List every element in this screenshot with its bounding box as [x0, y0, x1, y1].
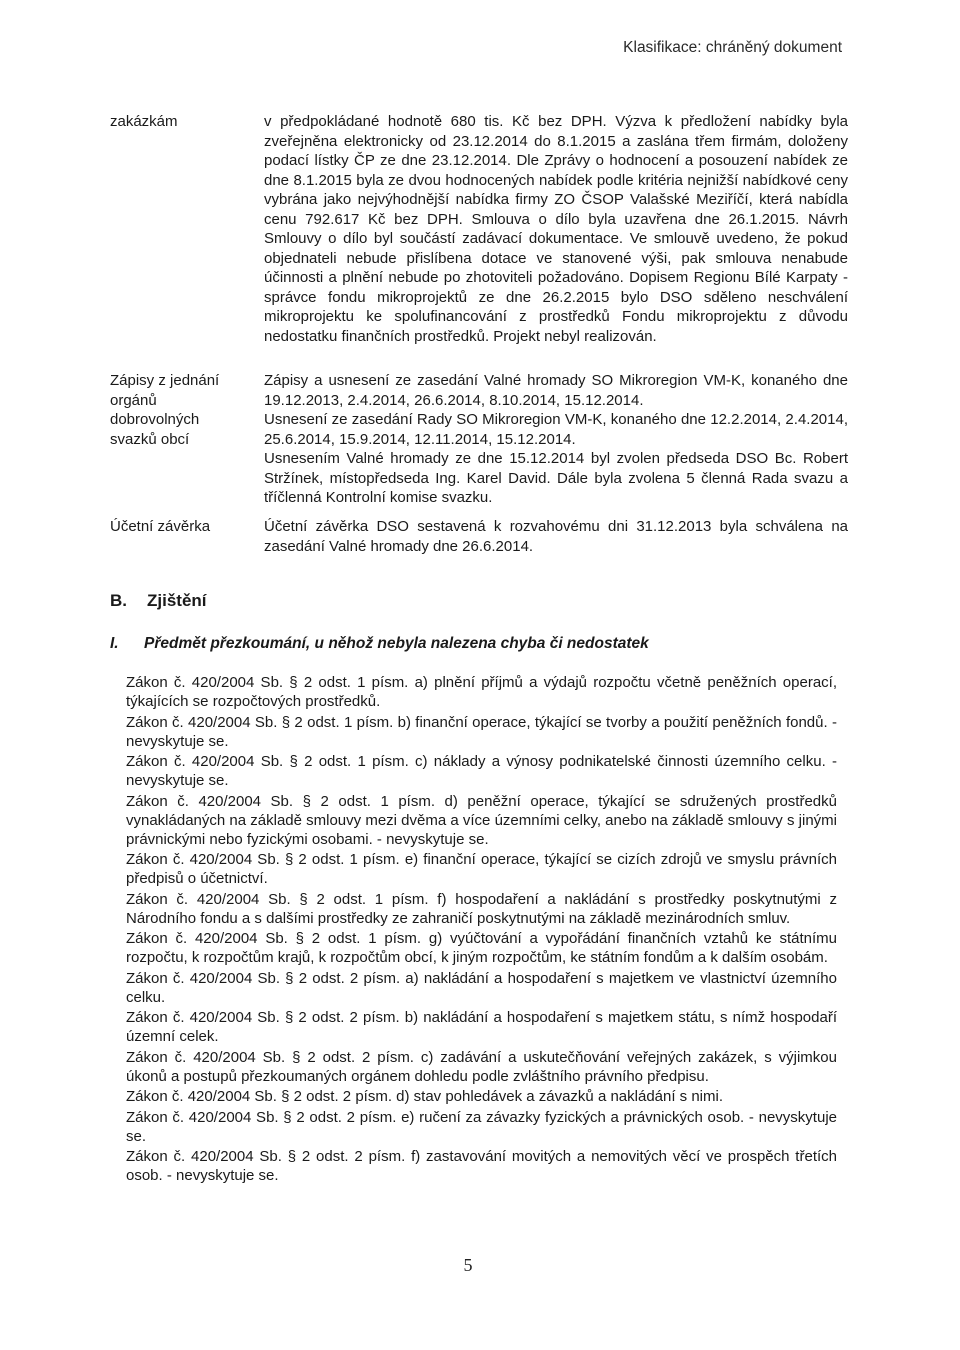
row-paragraph: Zápisy a usnesení ze zasedání Valné hromady SO Mikroregion VM-K, konaného dne 19.12.2013, 2.4.2014, 26.6.2014, 8.10.2014, 15.12.2014. — [264, 372, 848, 409]
row-content — [264, 517, 848, 556]
row-text: v předpokládané hodnotě 680 tis. Kč bez DPH. Výzva k předložení nabídky byla zveřejněna elektronicky od 23.12.2014 do 8.1.2015 a zaslána třem firmám, doloženy podací lístky ČP ze dne 23.12.2014. Dle Zprávy o hodnocení a posouzení nabídek ze dne 8.1.2015 byla ze dvou hodnocených nabídek podle kritéria nejnižší nabídkové ceny vybrána jako nejvýhodnější nabídka firmy ZO ČSOP Valašské Meziříčí, která nabídla cenu 792.617 Kč bez DPH. Smlouva o dílo byla uzavřena dne 26.1.2015. Návrh Smlouvy o dílo byl součástí zadávací dokumentace. Ve smlouvě uvedeno, že pokud objednateli nebude přislíbena dotace ve stanovené výši, pak smlouva nenabude účinnosti a plnění nebude po zhotoviteli požadováno. Dopisem Regionu Bílé Karpaty - správce fondu mikroprojektů ze dne 26.2.2015 bylo DSO sděleno neschválení mikroprojektu ke spolufinancování z prostředků Fondu mikroprojektu z důvodu nedostatku finančních prostředků. Projekt nebyl realizován. — [264, 113, 848, 345]
section-title: Zjištění — [147, 591, 207, 610]
list-item: Zákon č. 420/2004 Sb. § 2 odst. 1 písm. c) náklady a výnosy podnikatelské činnosti územního celku. - nevyskytuje se. — [126, 753, 837, 790]
list-item: Zákon č. 420/2004 Sb. § 2 odst. 2 písm. e) ručení za závazky fyzických a právnických osob. - nevyskytuje se. — [126, 1108, 837, 1145]
list-item: Zákon č. 420/2004 Sb. § 2 odst. 1 písm. d) peněžní operace, týkající se sdružených prostředků vynakládaných na základě smlouvy mezi dvěma a více územními celky, anebo na základě smlouvy s jinými právnickými nebo fyzickými osobami. - nevyskytuje se. — [126, 792, 837, 848]
page-number: 5 — [463, 1255, 473, 1275]
list-item: Zákon č. 420/2004 Sb. § 2 odst. 1 písm. g) vyúčtování a vypořádání finančních vztahů ke státnímu rozpočtu, k rozpočtům krajů, k rozpočtům obcí, k jiným rozpočtům, ke státním fondům a k dalším osobám. — [126, 930, 837, 967]
list-item: Zákon č. 420/2004 Sb. § 2 odst. 1 písm. e) finanční operace, týkající se cizích zdrojů ve smyslu právních předpisů o účetnictví. — [126, 851, 837, 888]
row-label: Zápisy z jednání orgánů dobrovolných svazků obcí — [110, 372, 220, 448]
classification-label: Klasifikace: chráněný dokument — [623, 39, 842, 56]
subsection-title: Předmět přezkoumání, u něhož nebyla nalezena chyba či nedostatek — [144, 635, 649, 652]
row-paragraph: Usnesení ze zasedání Rady SO Mikroregion VM-K, konaného dne 12.2.2014, 2.4.2014, 25.6.2014, 15.9.2014, 12.11.2014, 15.12.2014. — [264, 411, 848, 448]
list-item: Zákon č. 420/2004 Sb. § 2 odst. 2 písm. c) zadávání a uskutečňování veřejných zakázek, s výjimkou úkonů a postupů přezkoumaných orgánem dohledu podle zvláštního právního předpisu. — [126, 1048, 837, 1085]
row-label: zakázkám — [110, 113, 178, 130]
row-content — [264, 371, 848, 508]
list-item: Zákon č. 420/2004 Sb. § 2 odst. 2 písm. d) stav pohledávek a závazků a nakládání s nimi. — [126, 1088, 724, 1106]
section-letter: B. — [110, 591, 127, 610]
row-content — [264, 112, 848, 346]
subsection-heading — [110, 635, 649, 653]
list-item: Zákon č. 420/2004 Sb. § 2 odst. 1 písm. f) hospodaření a nakládání s prostředky poskytnutými z Národního fondu a s dalšími prostředky ze zahraničí poskytnutými na základě mezinárodních smluv. — [126, 890, 837, 927]
list-item: Zákon č. 420/2004 Sb. § 2 odst. 2 písm. b) nakládání a hospodaření s majetkem státu, s nímž hospodaří územní celek. — [126, 1009, 837, 1046]
row-label: Účetní závěrka — [110, 518, 211, 535]
subsection-number: I. — [110, 635, 119, 652]
law-list — [126, 673, 837, 1187]
list-item: Zákon č. 420/2004 Sb. § 2 odst. 2 písm. f) zastavování movitých a nemovitých věcí ve prospěch třetích osob. - nevyskytuje se. — [126, 1148, 837, 1185]
section-heading — [110, 591, 207, 611]
row-paragraph: Usnesením Valné hromady ze dne 15.12.2014 byl zvolen předseda DSO Bc. Robert Stržínek, místopředseda Ing. Karel David. Dále byla zvolena 5 členná Rada svazu a tříčlenná Kontrolní komise svazku. — [264, 450, 848, 506]
row-text: Účetní závěrka DSO sestavená k rozvahovému dni 31.12.2013 byla schválena na zasedání Valné hromady dne 26.6.2014. — [264, 518, 848, 555]
list-item: Zákon č. 420/2004 Sb. § 2 odst. 2 písm. a) nakládání a hospodaření s majetkem ve vlastnictví územního celku. — [126, 969, 837, 1006]
list-item: Zákon č. 420/2004 Sb. § 2 odst. 1 písm. a) plnění příjmů a výdajů rozpočtu včetně peněžních operací, týkajících se rozpočtových prostředků. — [126, 674, 837, 711]
list-item: Zákon č. 420/2004 Sb. § 2 odst. 1 písm. b) finanční operace, týkající se tvorby a použití peněžních fondů. - nevyskytuje se. — [126, 713, 837, 750]
